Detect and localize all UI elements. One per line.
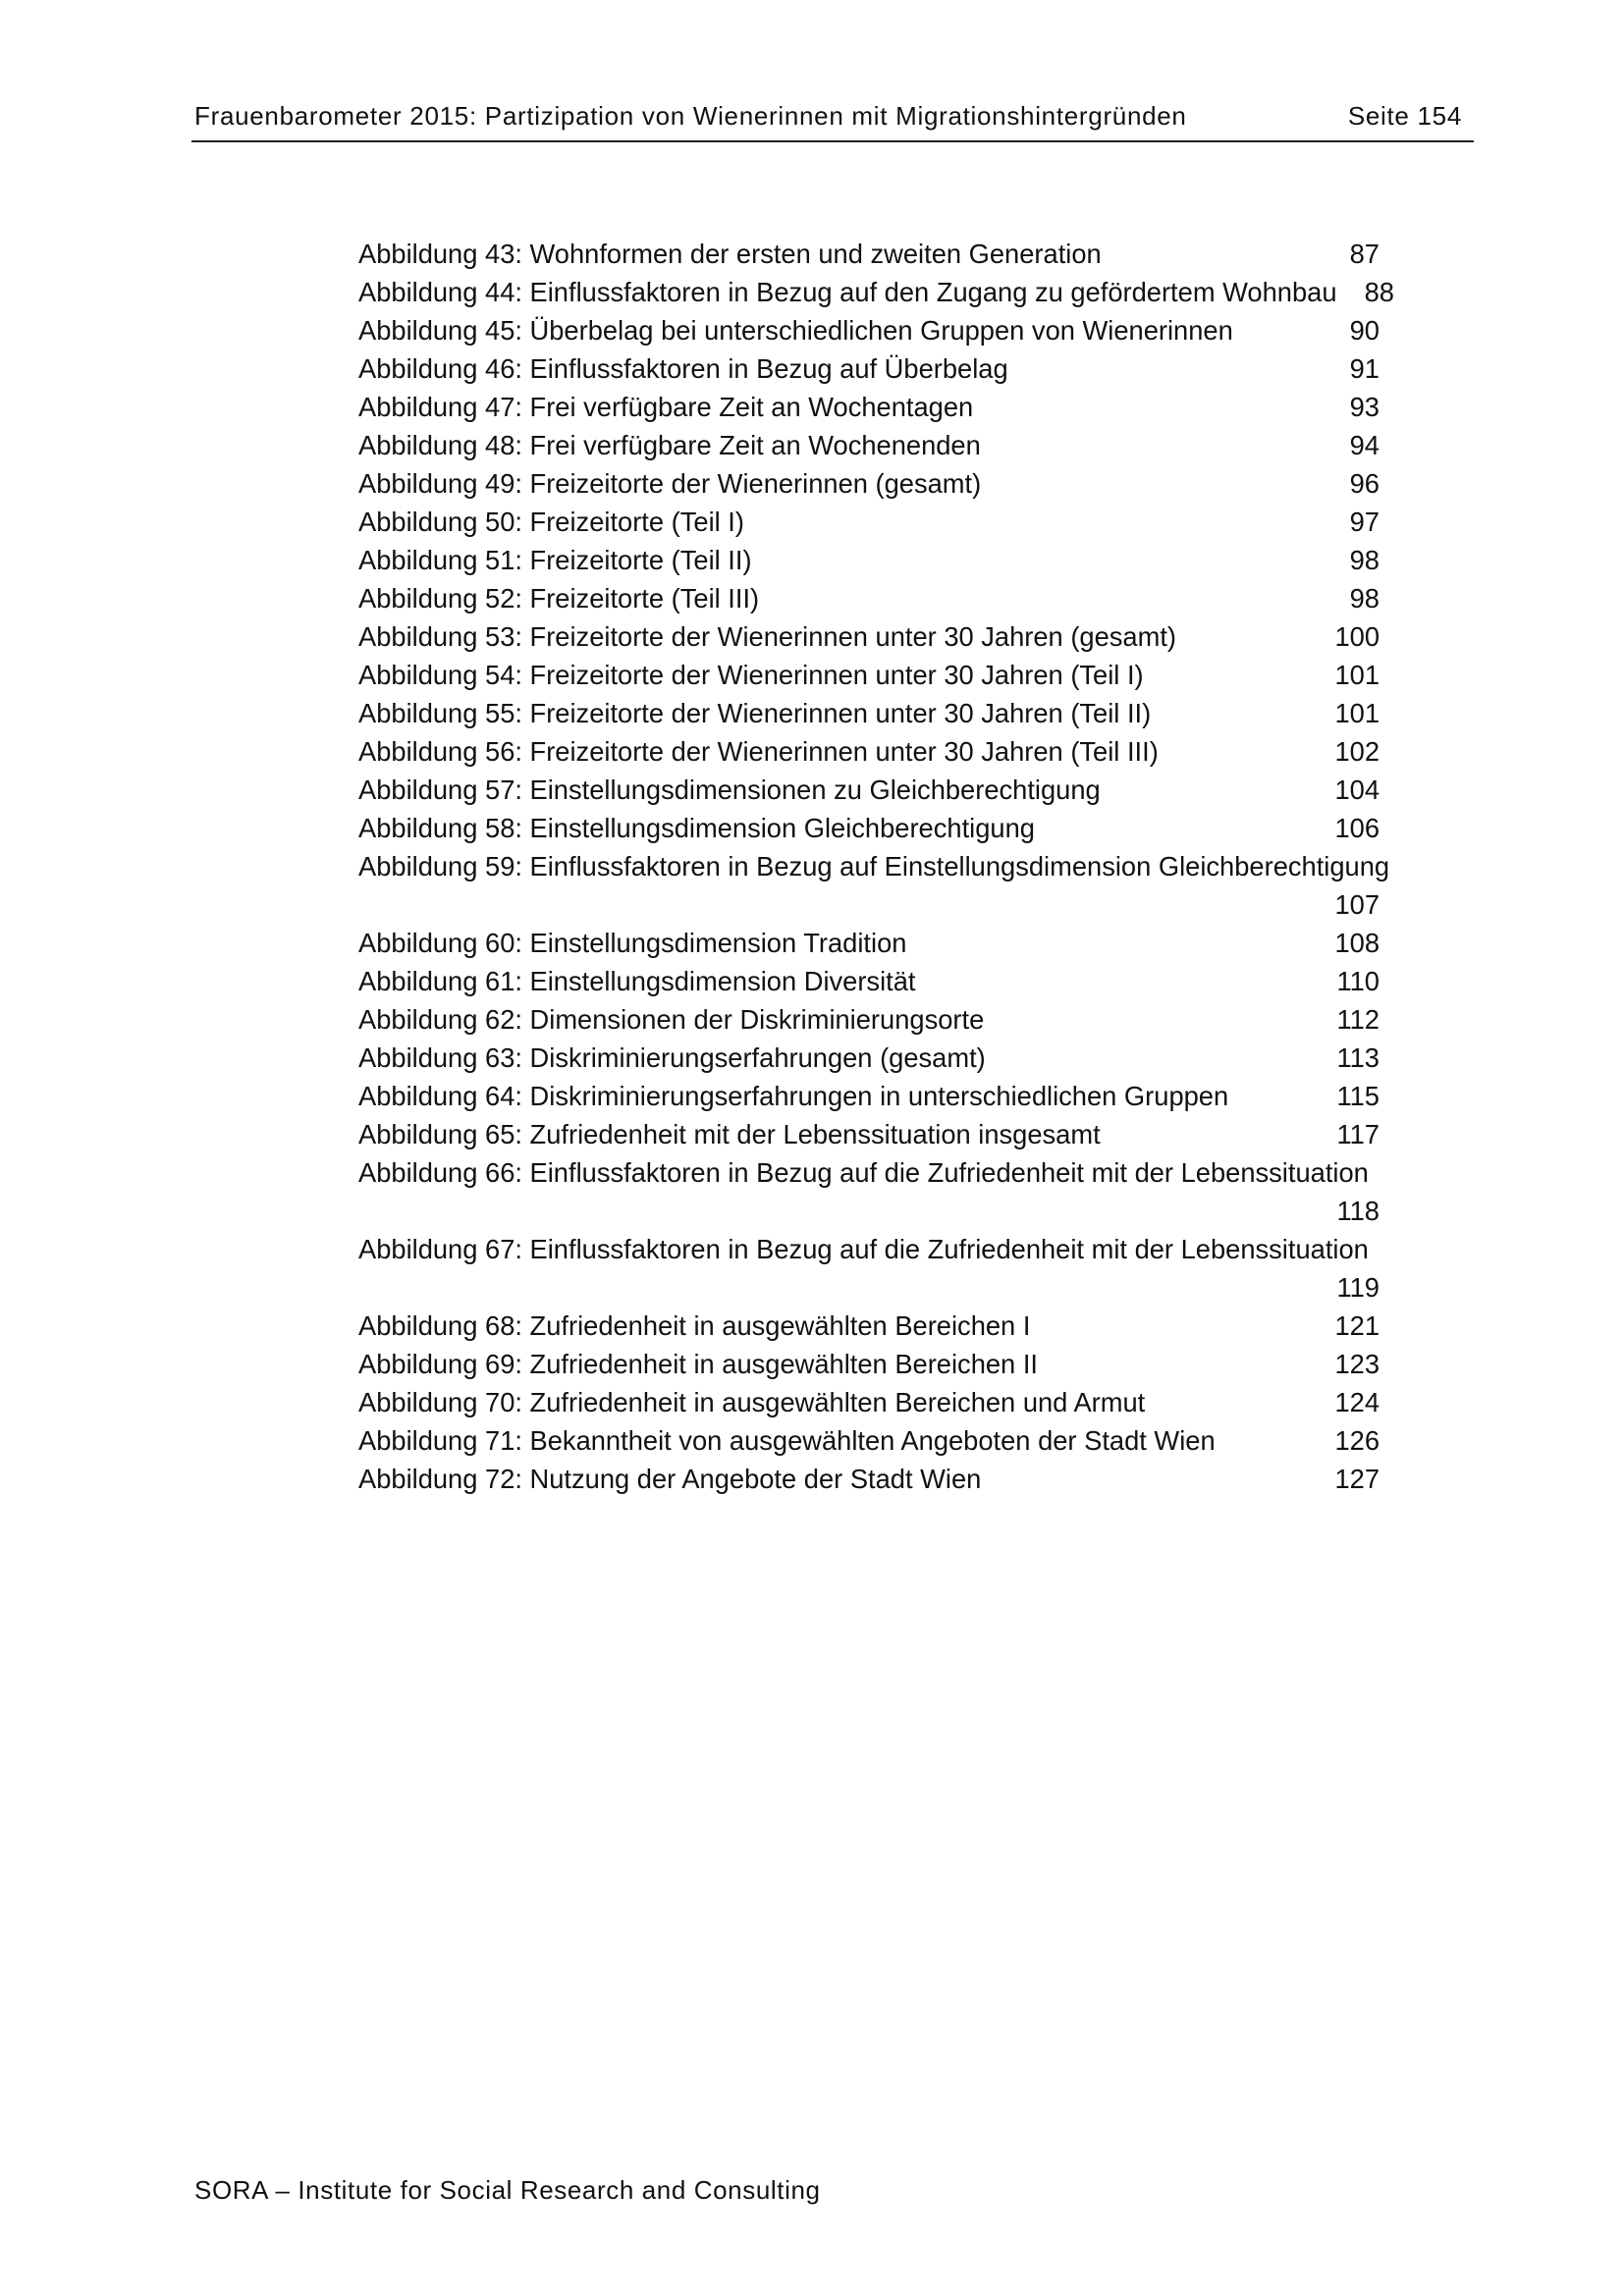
toc-entry[interactable] [358,656,1419,694]
toc-entry[interactable] [358,924,1419,962]
toc-entry-label: Abbildung 49: Freizeitorte der Wienerinnen (gesamt) [358,468,982,499]
toc-entry-page: 96 [1349,468,1380,499]
toc-entry-label: Abbildung 72: Nutzung der Angebote der Stadt Wien [358,1464,982,1494]
toc-entry-page: 110 [1336,966,1380,996]
toc-entry[interactable] [358,962,1419,1000]
toc-entry[interactable] [358,1460,1419,1498]
toc-entry-label: Abbildung 55: Freizeitorte der Wienerinnen unter 30 Jahren (Teil II) [358,698,1152,728]
toc-entry[interactable] [358,617,1419,656]
toc-entry-label: Abbildung 53: Freizeitorte der Wienerinnen unter 30 Jahren (gesamt) [358,621,1177,652]
toc-entry[interactable] [358,311,1419,349]
toc-entry-label: Abbildung 56: Freizeitorte der Wienerinnen unter 30 Jahren (Teil III) [358,736,1159,767]
toc-entry[interactable] [358,1345,1419,1383]
document-title: Frauenbarometer 2015: Partizipation von Wienerinnen mit Migrationshintergründen [194,101,1187,131]
toc-entry-page: 106 [1334,813,1380,843]
toc-entry-label: Abbildung 69: Zufriedenheit in ausgewählten Bereichen II [358,1349,1038,1379]
toc-entry-page: 118 [1336,1196,1380,1226]
toc-entry-label: Abbildung 50: Freizeitorte (Teil I) [358,507,744,537]
toc-entry-page: 100 [1334,621,1380,652]
toc-entry-page: 101 [1334,698,1380,728]
toc-entry[interactable] [358,579,1419,617]
toc-entry-label: Abbildung 64: Diskriminierungserfahrungen in unterschiedlichen Gruppen [358,1081,1229,1111]
page-number: Seite 154 [1347,101,1462,131]
toc-entry-label: Abbildung 60: Einstellungsdimension Tradition [358,928,907,958]
toc-entry-page: 97 [1349,507,1380,537]
toc-entry[interactable] [358,1000,1419,1039]
toc-entry-page: 91 [1349,353,1380,384]
toc-entry-page: 121 [1334,1310,1380,1341]
toc-entry-label: Abbildung 46: Einflussfaktoren in Bezug auf Überbelag [358,353,1008,384]
toc-entry[interactable] [358,426,1419,464]
toc-entry-page: 104 [1334,774,1380,805]
toc-entry-page: 117 [1336,1119,1380,1149]
toc-entry-page: 98 [1349,583,1380,614]
toc-entry[interactable] [358,847,1419,924]
toc-entry-page: 87 [1349,239,1380,269]
toc-entry[interactable] [358,388,1419,426]
toc-entry-label: Abbildung 45: Überbelag bei unterschiedlichen Gruppen von Wienerinnen [358,315,1233,346]
toc-entry-label: Abbildung 44: Einflussfaktoren in Bezug auf den Zugang zu gefördertem Wohnbau [358,277,1337,307]
toc-entry-page: 124 [1334,1387,1380,1417]
toc-entry-page: 113 [1336,1042,1380,1073]
toc-entry[interactable] [358,1307,1419,1345]
toc-entry[interactable] [358,1039,1419,1077]
toc-entry-label: Abbildung 52: Freizeitorte (Teil III) [358,583,760,614]
toc-entry[interactable] [358,464,1419,503]
toc-entry-label: Abbildung 63: Diskriminierungserfahrungen (gesamt) [358,1042,986,1073]
toc-entry-label: Abbildung 43: Wohnformen der ersten und zweiten Generation [358,239,1102,269]
toc-entry[interactable] [358,1115,1419,1153]
toc-entry[interactable] [358,541,1419,579]
toc-entry[interactable] [358,349,1419,388]
toc-entry[interactable] [358,235,1419,273]
toc-entry-label: Abbildung 70: Zufriedenheit in ausgewählten Bereichen und Armut [358,1387,1146,1417]
page-header [191,101,1474,142]
toc-entry-page: 112 [1336,1004,1380,1035]
toc-entry-page: 119 [1336,1272,1380,1303]
toc-entry-page: 94 [1349,430,1380,460]
toc-entry-label: Abbildung 51: Freizeitorte (Teil II) [358,545,752,575]
toc-entry-label: Abbildung 68: Zufriedenheit in ausgewählten Bereichen I [358,1310,1031,1341]
toc-entry-label: Abbildung 58: Einstellungsdimension Gleichberechtigung [358,813,1035,843]
toc-entry-page: 101 [1334,660,1380,690]
toc-entry-page: 98 [1349,545,1380,575]
toc-entry-label: Abbildung 54: Freizeitorte der Wienerinnen unter 30 Jahren (Teil I) [358,660,1144,690]
toc-entry-page: 88 [1364,277,1394,307]
toc-entry[interactable] [358,1077,1419,1115]
toc-entry[interactable] [358,1153,1419,1230]
toc-entry-page: 126 [1334,1425,1380,1456]
toc-entry-label: Abbildung 65: Zufriedenheit mit der Lebenssituation insgesamt [358,1119,1101,1149]
toc-entry-label: Abbildung 61: Einstellungsdimension Diversität [358,966,916,996]
toc-entry-label: Abbildung 57: Einstellungsdimensionen zu Gleichberechtigung [358,774,1101,805]
toc-entry-label: Abbildung 62: Dimensionen der Diskriminierungsorte [358,1004,985,1035]
toc-entry[interactable] [358,1383,1419,1421]
toc-entry[interactable] [358,273,1419,311]
toc-entry[interactable] [358,732,1419,771]
toc-entry-page: 123 [1334,1349,1380,1379]
toc-entry-label: Abbildung 67: Einflussfaktoren in Bezug auf die Zufriedenheit mit der Lebenssituation [358,1234,1369,1264]
toc-entry-page: 108 [1334,928,1380,958]
toc-entry[interactable] [358,809,1419,847]
toc-entry[interactable] [358,694,1419,732]
toc-entry-page: 107 [1334,889,1380,920]
toc-entry-page: 93 [1349,392,1380,422]
toc-entry[interactable] [358,1421,1419,1460]
toc-entry-label: Abbildung 47: Frei verfügbare Zeit an Wochentagen [358,392,974,422]
toc-entry-label: Abbildung 66: Einflussfaktoren in Bezug auf die Zufriedenheit mit der Lebenssituation [358,1157,1369,1188]
toc-entry-label: Abbildung 48: Frei verfügbare Zeit an Wochenenden [358,430,981,460]
toc-entry-page: 127 [1334,1464,1380,1494]
toc-entry-page: 90 [1349,315,1380,346]
toc-entry-label: Abbildung 59: Einflussfaktoren in Bezug auf Einstellungsdimension Gleichberechtigung [358,851,1390,881]
toc-entry-page: 102 [1334,736,1380,767]
page-footer: SORA – Institute for Social Research and Consulting [194,2175,821,2205]
list-of-figures [358,235,1419,1498]
toc-entry-page: 115 [1336,1081,1380,1111]
toc-entry[interactable] [358,503,1419,541]
toc-entry[interactable] [358,1230,1419,1307]
toc-entry-label: Abbildung 71: Bekanntheit von ausgewählten Angeboten der Stadt Wien [358,1425,1216,1456]
toc-entry[interactable] [358,771,1419,809]
